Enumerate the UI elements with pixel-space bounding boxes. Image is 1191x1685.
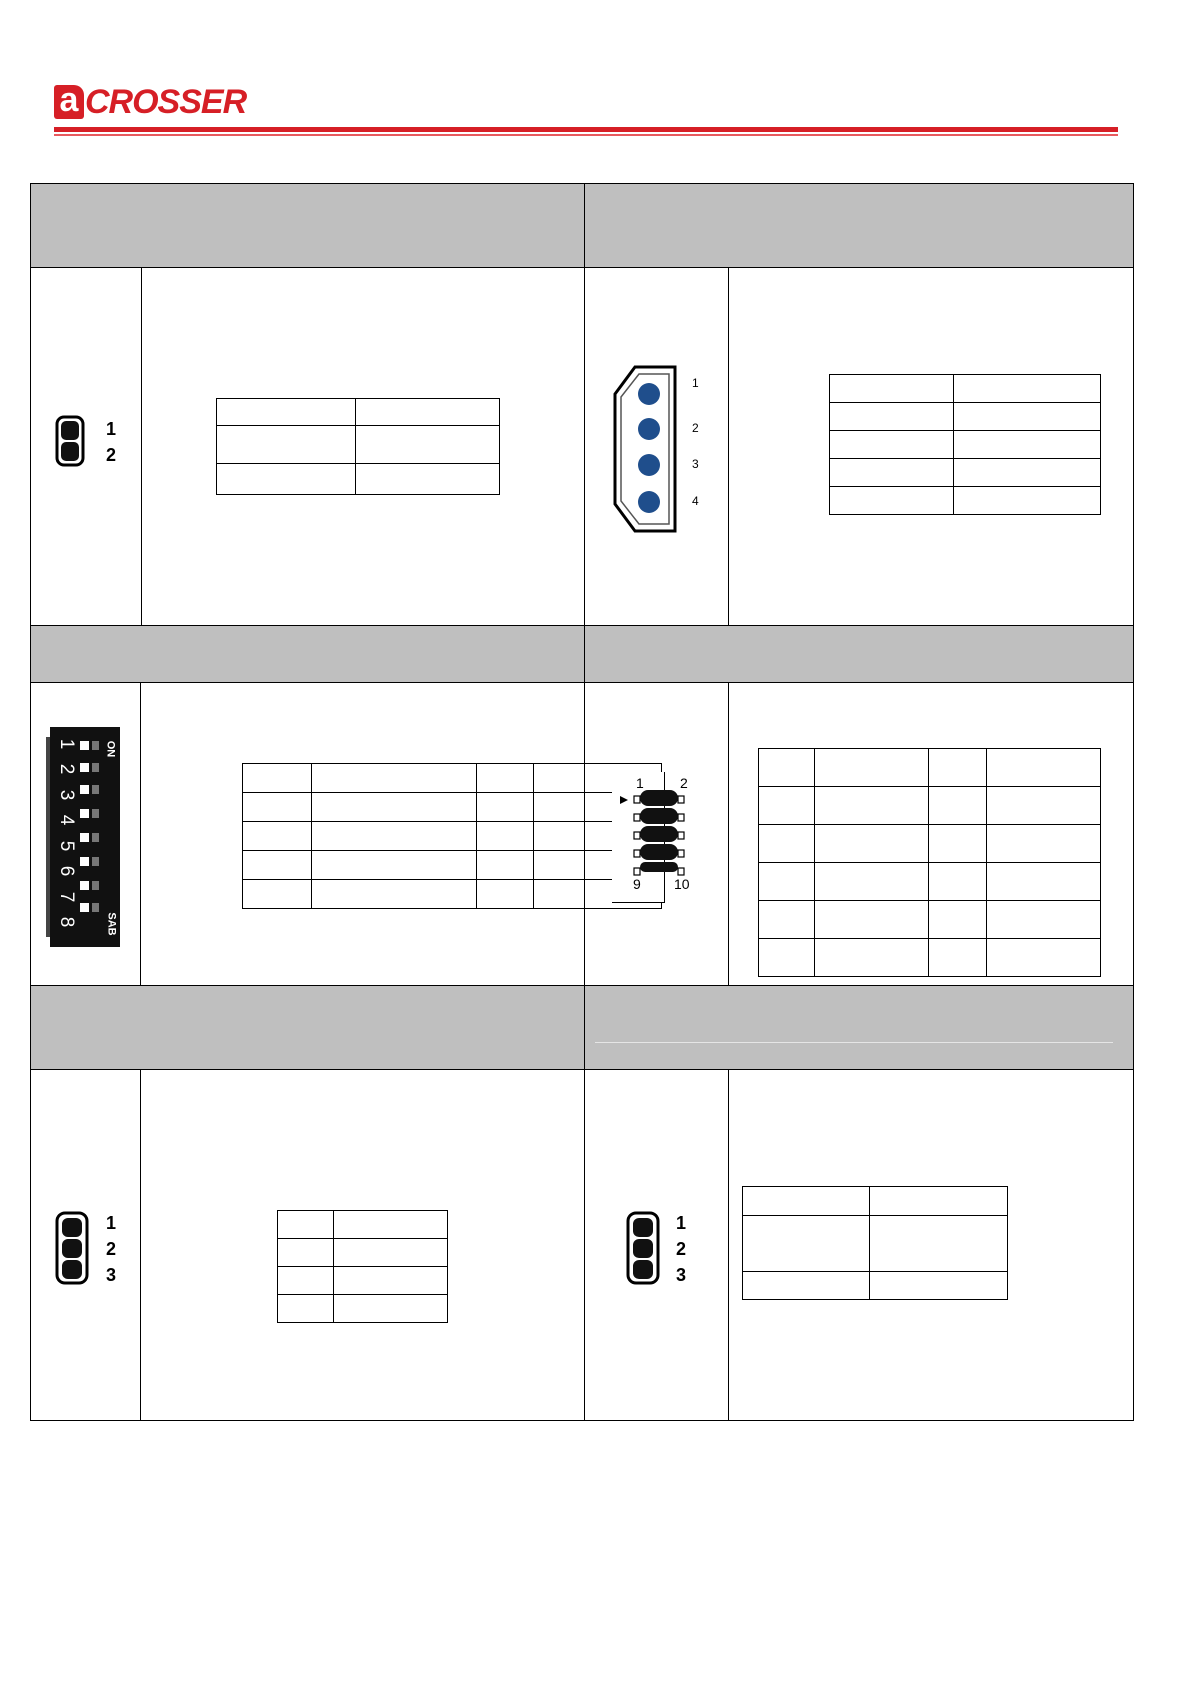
power-connector-table — [829, 374, 1101, 515]
section-header-1-left — [31, 184, 584, 268]
pin-label-1: 1 — [636, 775, 644, 791]
dip-number-8: 8 — [56, 916, 77, 928]
jumper-2pin-icon — [55, 415, 85, 467]
dip-on-label: ON — [104, 740, 117, 758]
grid-row-line-5 — [30, 1069, 1134, 1070]
acrosser-logo — [54, 82, 246, 122]
table-row — [759, 901, 1101, 939]
pin-label-2: 2 — [106, 1239, 117, 1259]
table-row — [759, 787, 1101, 825]
pin-label-3: 3 — [106, 1265, 117, 1285]
dip-number-5: 5 — [56, 840, 77, 851]
section-header-1-right — [585, 184, 1133, 268]
dip-switch-numbers — [56, 733, 76, 933]
pin-label-3: 3 — [692, 457, 699, 471]
grid-row-line-3 — [30, 682, 1134, 683]
pin-label-1: 1 — [106, 1213, 117, 1233]
pin-label-1: 1 — [692, 376, 699, 390]
pin-label-2: 2 — [680, 775, 688, 791]
table-row — [830, 403, 1101, 431]
pin-label-3: 3 — [676, 1265, 687, 1285]
table-row — [759, 939, 1101, 977]
jumper-3pin-table — [277, 1210, 448, 1323]
power-connector-icon — [613, 364, 683, 536]
dip-number-7: 7 — [56, 891, 77, 902]
table-row — [278, 1211, 448, 1239]
table-row — [830, 375, 1101, 403]
table-row — [278, 1267, 448, 1295]
table-row — [759, 749, 1101, 787]
logo-mark: a — [54, 85, 84, 119]
grid-col-line-a1 — [141, 267, 142, 625]
dip-number-2: 2 — [56, 764, 77, 775]
section-header-3-right — [585, 986, 1133, 1069]
table-row — [830, 487, 1101, 515]
table-row — [243, 851, 662, 880]
header-rule — [54, 127, 1118, 132]
jumper-3pin-right-table — [742, 1186, 1008, 1300]
grid-row-line-1 — [30, 267, 1134, 268]
grid-col-line-b1 — [728, 267, 729, 625]
pin-label-2: 2 — [106, 445, 117, 465]
dip-switch-table — [242, 763, 662, 909]
jumper-3pin-icon — [626, 1211, 660, 1285]
dip-side-label: SAB — [105, 912, 118, 936]
table-row — [743, 1216, 1008, 1272]
table-row — [743, 1187, 1008, 1216]
section-header-2-right — [585, 626, 1133, 682]
section-header-3-left — [31, 986, 584, 1069]
table-row — [278, 1295, 448, 1323]
grid-row-line-2 — [30, 625, 1134, 626]
pin-label-9: 9 — [633, 876, 641, 892]
pin-label-2: 2 — [692, 421, 699, 435]
grid-col-line-b2 — [728, 682, 729, 985]
logo-wordmark: CROSSER — [85, 82, 247, 121]
grid-row-line-4 — [30, 985, 1134, 986]
section-header-2-left — [31, 626, 584, 682]
grid-col-line-a3 — [140, 1069, 141, 1421]
dip-number-3: 3 — [56, 789, 77, 801]
pin-label-1: 1 — [676, 1213, 687, 1233]
pin-label-1: 1 — [106, 419, 117, 439]
header-10pin-icon — [618, 786, 690, 884]
table-row — [830, 431, 1101, 459]
table-row — [217, 426, 500, 464]
table-row — [217, 399, 500, 426]
table-row — [243, 822, 662, 851]
jumper-2pin-table — [216, 398, 500, 495]
pin-label-4: 4 — [692, 494, 699, 508]
header-rule-thin — [54, 134, 1118, 136]
table-row — [743, 1272, 1008, 1300]
dip-number-1: 1 — [56, 738, 77, 750]
grid-col-line-a2 — [140, 682, 141, 985]
header-inner-rule — [595, 1042, 1113, 1043]
table-row — [830, 459, 1101, 487]
table-row — [243, 880, 662, 909]
table-row — [243, 764, 662, 793]
dip-number-6: 6 — [56, 865, 77, 877]
grid-col-line-b3 — [728, 1069, 729, 1421]
header-10pin-table — [758, 748, 1101, 977]
table-row — [278, 1239, 448, 1267]
table-row — [759, 825, 1101, 863]
pin-label-2: 2 — [676, 1239, 687, 1259]
table-row — [217, 464, 500, 495]
table-row — [243, 793, 662, 822]
pin-label-10: 10 — [674, 876, 690, 892]
dip-number-4: 4 — [56, 814, 77, 826]
table-row — [759, 863, 1101, 901]
jumper-3pin-icon — [55, 1211, 89, 1285]
